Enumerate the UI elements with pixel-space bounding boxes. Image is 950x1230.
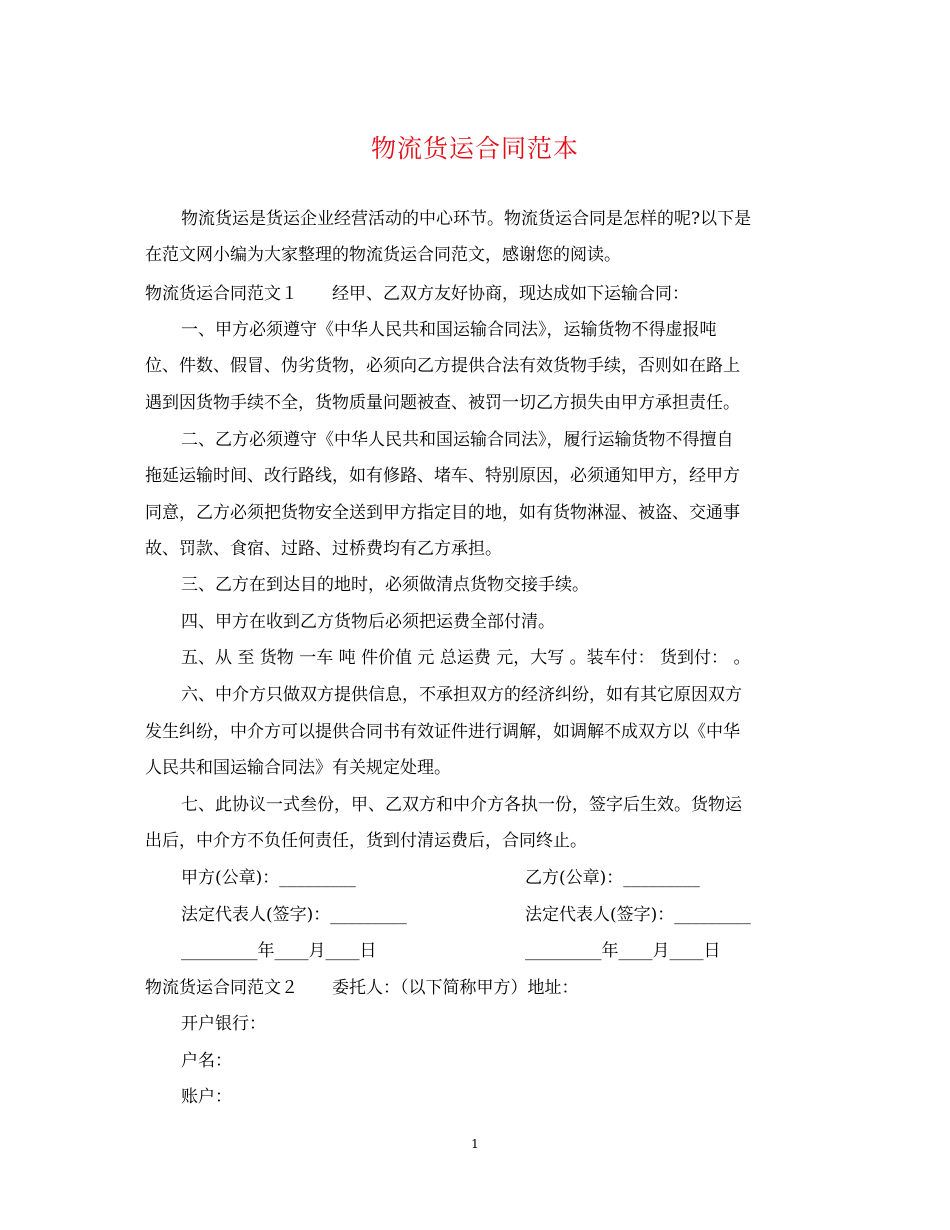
sample2-heading: 物流货运合同范文２ [145, 978, 298, 998]
clause2-line-2: 拖延运输时间、改行路线，如有修路、堵车、特别原因，必须通知甲方，经甲方 [145, 466, 740, 486]
clause6-line-2: 发生纠纷，中介方可以提供合同书有效证件进行调解，如调解不成双方以《中华 [145, 722, 740, 742]
clause2-line-4: 故、罚款、食宿、过路、过桥费均有乙方承担。 [145, 539, 502, 559]
clause2-line-3: 同意，乙方必须把货物安全送到甲方指定目的地，如有货物淋湿、被盗、交通事 [145, 503, 740, 523]
intro-line-2: 在范文网小编为大家整理的物流货运合同范文，感谢您的阅读。 [145, 245, 621, 265]
party-b-representative: 法定代表人(签字)：_________ [525, 905, 751, 925]
clause2-line-1: 二、乙方必须遵守《中华人民共和国运输合同法》，履行运输货物不得擅自 [181, 430, 734, 450]
sample1-header-line [145, 282, 689, 306]
bank-label: 开户银行： [181, 1014, 266, 1034]
clause4: 四、甲方在收到乙方货物后必须把运费全部付清。 [181, 612, 555, 632]
party-b-date: _________年____月____日 [525, 941, 721, 961]
clause6-line-1: 六、中介方只做双方提供信息，不承担双方的经济纠纷，如有其它原因双方 [181, 685, 742, 705]
party-b-seal: 乙方(公章)：_________ [525, 868, 700, 888]
clause5: 五、从 至 货物 一车 吨 件价值 元 总运费 元，大写 。装车付： 货到付： 。 [181, 648, 751, 668]
clause1-line-2: 位、件数、假冒、伪劣货物，必须向乙方提供合法有效货物手续，否则如在路上 [145, 356, 740, 376]
sample1-heading: 物流货运合同范文１ [145, 284, 298, 304]
sample1-opening: 经甲、乙双方友好协商，现达成如下运输合同： [332, 284, 689, 304]
sample2-opening: 委托人：（以下简称甲方）地址： [332, 978, 579, 998]
clause3: 三、乙方在到达目的地时，必须做清点货物交接手续。 [181, 575, 589, 595]
clause1-line-1: 一、甲方必须遵守《中华人民共和国运输合同法》，运输货物不得虚报吨 [181, 320, 717, 340]
party-a-date: _________年____月____日 [181, 941, 377, 961]
clause7-line-2: 出后，中介方不负任何责任，货到付清运费后，合同终止。 [145, 831, 587, 851]
page-number: 1 [471, 1137, 479, 1151]
clause6-line-3: 人民共和国运输合同法》有关规定处理。 [145, 758, 451, 778]
document-title: 物流货运合同范本 [370, 134, 579, 163]
account-label: 账户： [181, 1087, 232, 1107]
account-name-label: 户名： [181, 1051, 232, 1071]
party-a-representative: 法定代表人(签字)：_________ [181, 905, 407, 925]
clause7-line-1: 七、此协议一式叁份，甲、乙双方和中介方各执一份，签字后生效。货物运 [181, 795, 742, 815]
clause1-line-3: 遇到因货物手续不全，货物质量问题被查、被罚一切乙方损失由甲方承担责任。 [145, 393, 740, 413]
sample2-header-line [145, 976, 579, 1000]
intro-line-1: 物流货运是货运企业经营活动的中心环节。物流货运合同是怎样的呢?以下是 [181, 209, 752, 229]
party-a-seal: 甲方(公章)：_________ [181, 868, 356, 888]
